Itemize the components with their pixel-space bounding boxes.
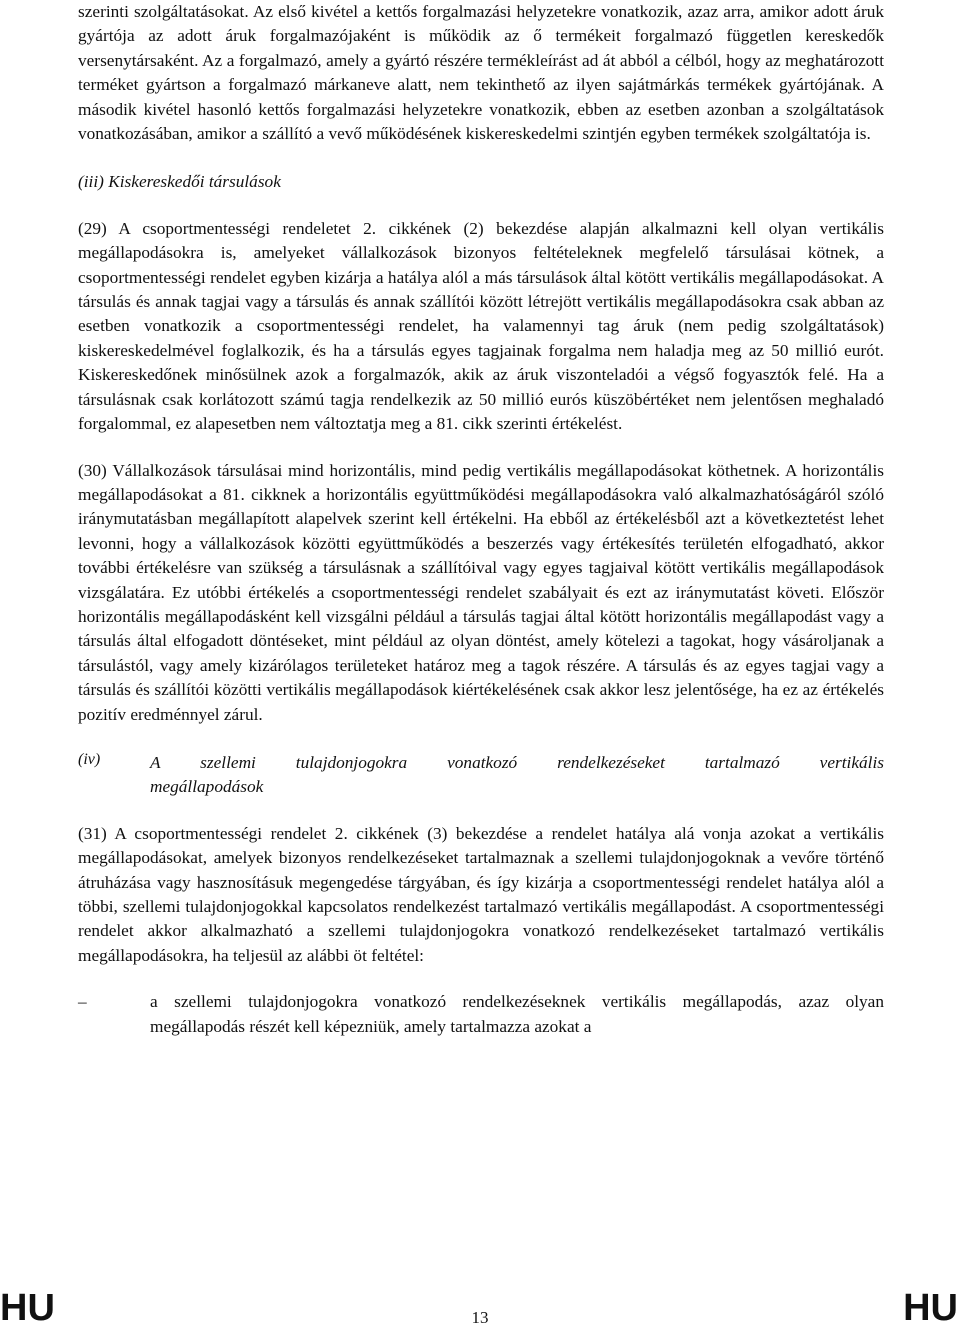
section-heading-iv-line2: megállapodások (150, 777, 264, 797)
paragraph-intro: szerinti szolgáltatásokat. Az első kivétel a kettős forgalmazási helyzetekre vonatkozik, azaz arra, amikor adott áruk gyártója az adott áruk forgalmazójaként is működik az ő termékeit forgalmazó független kereskedők versenytársaként. Az a forgalmazó, amely a gyártó részére termékleírást ad át abból a célból, hogy az meghatározott terméket gyártson a forgalmazó márkaneve alatt, nem tekinthető az ilyen sajátmárkás termékek gyártójának. A második kivétel hasonló kettős forgalmazási helyzetekre vonatkozik, ebben az esetben azonban a szolgáltatások vonatkozásában, amikor a szállító a vevő működésének kiskereskedelmi szintjén egyben termékek szolgáltatója is. (78, 2, 884, 144)
list-item-text: a szellemi tulajdonjogokra vonatkozó rendelkezéseknek vertikális megállapodás, azaz olyan megállapodás részét kell képezniük, amely tartalmazza azokat a (150, 992, 884, 1036)
paragraph-31: (31) A csoportmentességi rendelet 2. cikkének (3) bekezdése a rendelet hatálya alá vonja azokat a vertikális megállapodásokat, amelyek bizonyos rendelkezéseket tartalmaznak a szellemi tulajdonjogoknak a vevőre történő átruházása vagy hasznosításuk megengedése tárgyában, és így kizárja a csoportmentességi rendelet hatálya alól a többi, szellemi tulajdonjogokkal kapcsolatos rendelkezést tartalmazó vertikális megállapodást. A csoportmentességi rendelet akkor alkalmazható a szellemi tulajdonjogokra vonatkozó rendelkezéseket tartalmazó vertikális megállapodásokra, ha teljesül az alábbi öt feltétel: (78, 823, 884, 965)
section-heading-iv-text (150, 751, 884, 800)
document-body (78, 0, 884, 1039)
section-heading-iv (78, 751, 884, 800)
page-number: 13 (471, 1308, 489, 1327)
paragraph-29: (29) A csoportmentességi rendeletet 2. cikkének (2) bekezdése alapján alkalmazni kell olyan vertikális megállapodásokra is, amelyeket vállalkozások bizonyos feltételeknek megfelelő társulásai kötnek, a csoportmentességi rendelet egyben kizárja a hatálya alól a más társulások által kötött vertikális megállapodásokat. A társulás és annak tagjai vagy a társulás és annak szállítói között létrejött vertikális megállapodásokra csak abban az esetben vonatkozik a csoportmentességi rendelet, ha valamennyi tag áruk (nem pedig szolgáltatások) kiskereskedelmével foglalkozik, és ha a társulás egyes tagjainak forgalma nem haladja meg az 50 millió eurót. Kiskereskedőnek minősülnek azok a forgalmazók, akik az áruk viszonteladói a végső fogyasztók felé. Ha a társulásnak csak korlátozott számú tagja rendelkezik az 50 millió eurós küszöbértéket nem jelentősen meghaladó forgalommal, ez alapesetben nem változtatja meg a 81. cikk szerinti értékelést. (78, 218, 884, 434)
footer-language-code-left: HU (0, 1287, 55, 1329)
dash-bullet: – (78, 992, 87, 1012)
section-heading-iv-number: (iv) (78, 750, 101, 768)
paragraph-30: (30) Vállalkozások társulásai mind horizontális, mind pedig vertikális megállapodásokat köthetnek. A horizontális megállapodásokat a 81. cikknek a horizontális együttműködési megállapodásokra való alkalmazhatóságáról szóló iránymutatásban megállapított alapelvek szerint kell értékelni. Ha ebből az értékelésből azt a következtetést lehet levonni, hogy a vállalkozások közötti együttműködés a beszerzés vagy értékesítés területén elfogadható, akkor további értékelésre van szükség a társulásnak a szállítóival vagy egyes tagjaival kötött vertikális megállapodások vizsgálatára. Ez utóbbi értékelés a csoportmentességi rendelet szabályait és ezt az iránymutatást követi. Először horizontális megállapodásként kell vizsgálni például a társulás tagjai által kötött horizontális megállapodást vagy a társulás által elfogadott döntéseket, mint például az olyan döntést, amely kötelezi a tagokat, hogy vásároljanak a társulástól, vagy amely kizárólagos területeket határoz meg a tagok részére. A társulás és az egyes tagjai vagy a társulás és szállítói közötti vertikális megállapodások kiértékelésének csak akkor lesz jelentősége, ha ez az értékelés pozitív eredménnyel zárul. (78, 460, 884, 724)
footer-language-code-right: HU (903, 1287, 958, 1329)
section-heading-iii: (iii) Kiskereskedői társulások (78, 172, 281, 192)
section-heading-iv-line1: A szellemi tulajdonjogokra vonatkozó rendelkezéseket tartalmazó vertikális (150, 752, 884, 772)
list-item (78, 990, 884, 1039)
